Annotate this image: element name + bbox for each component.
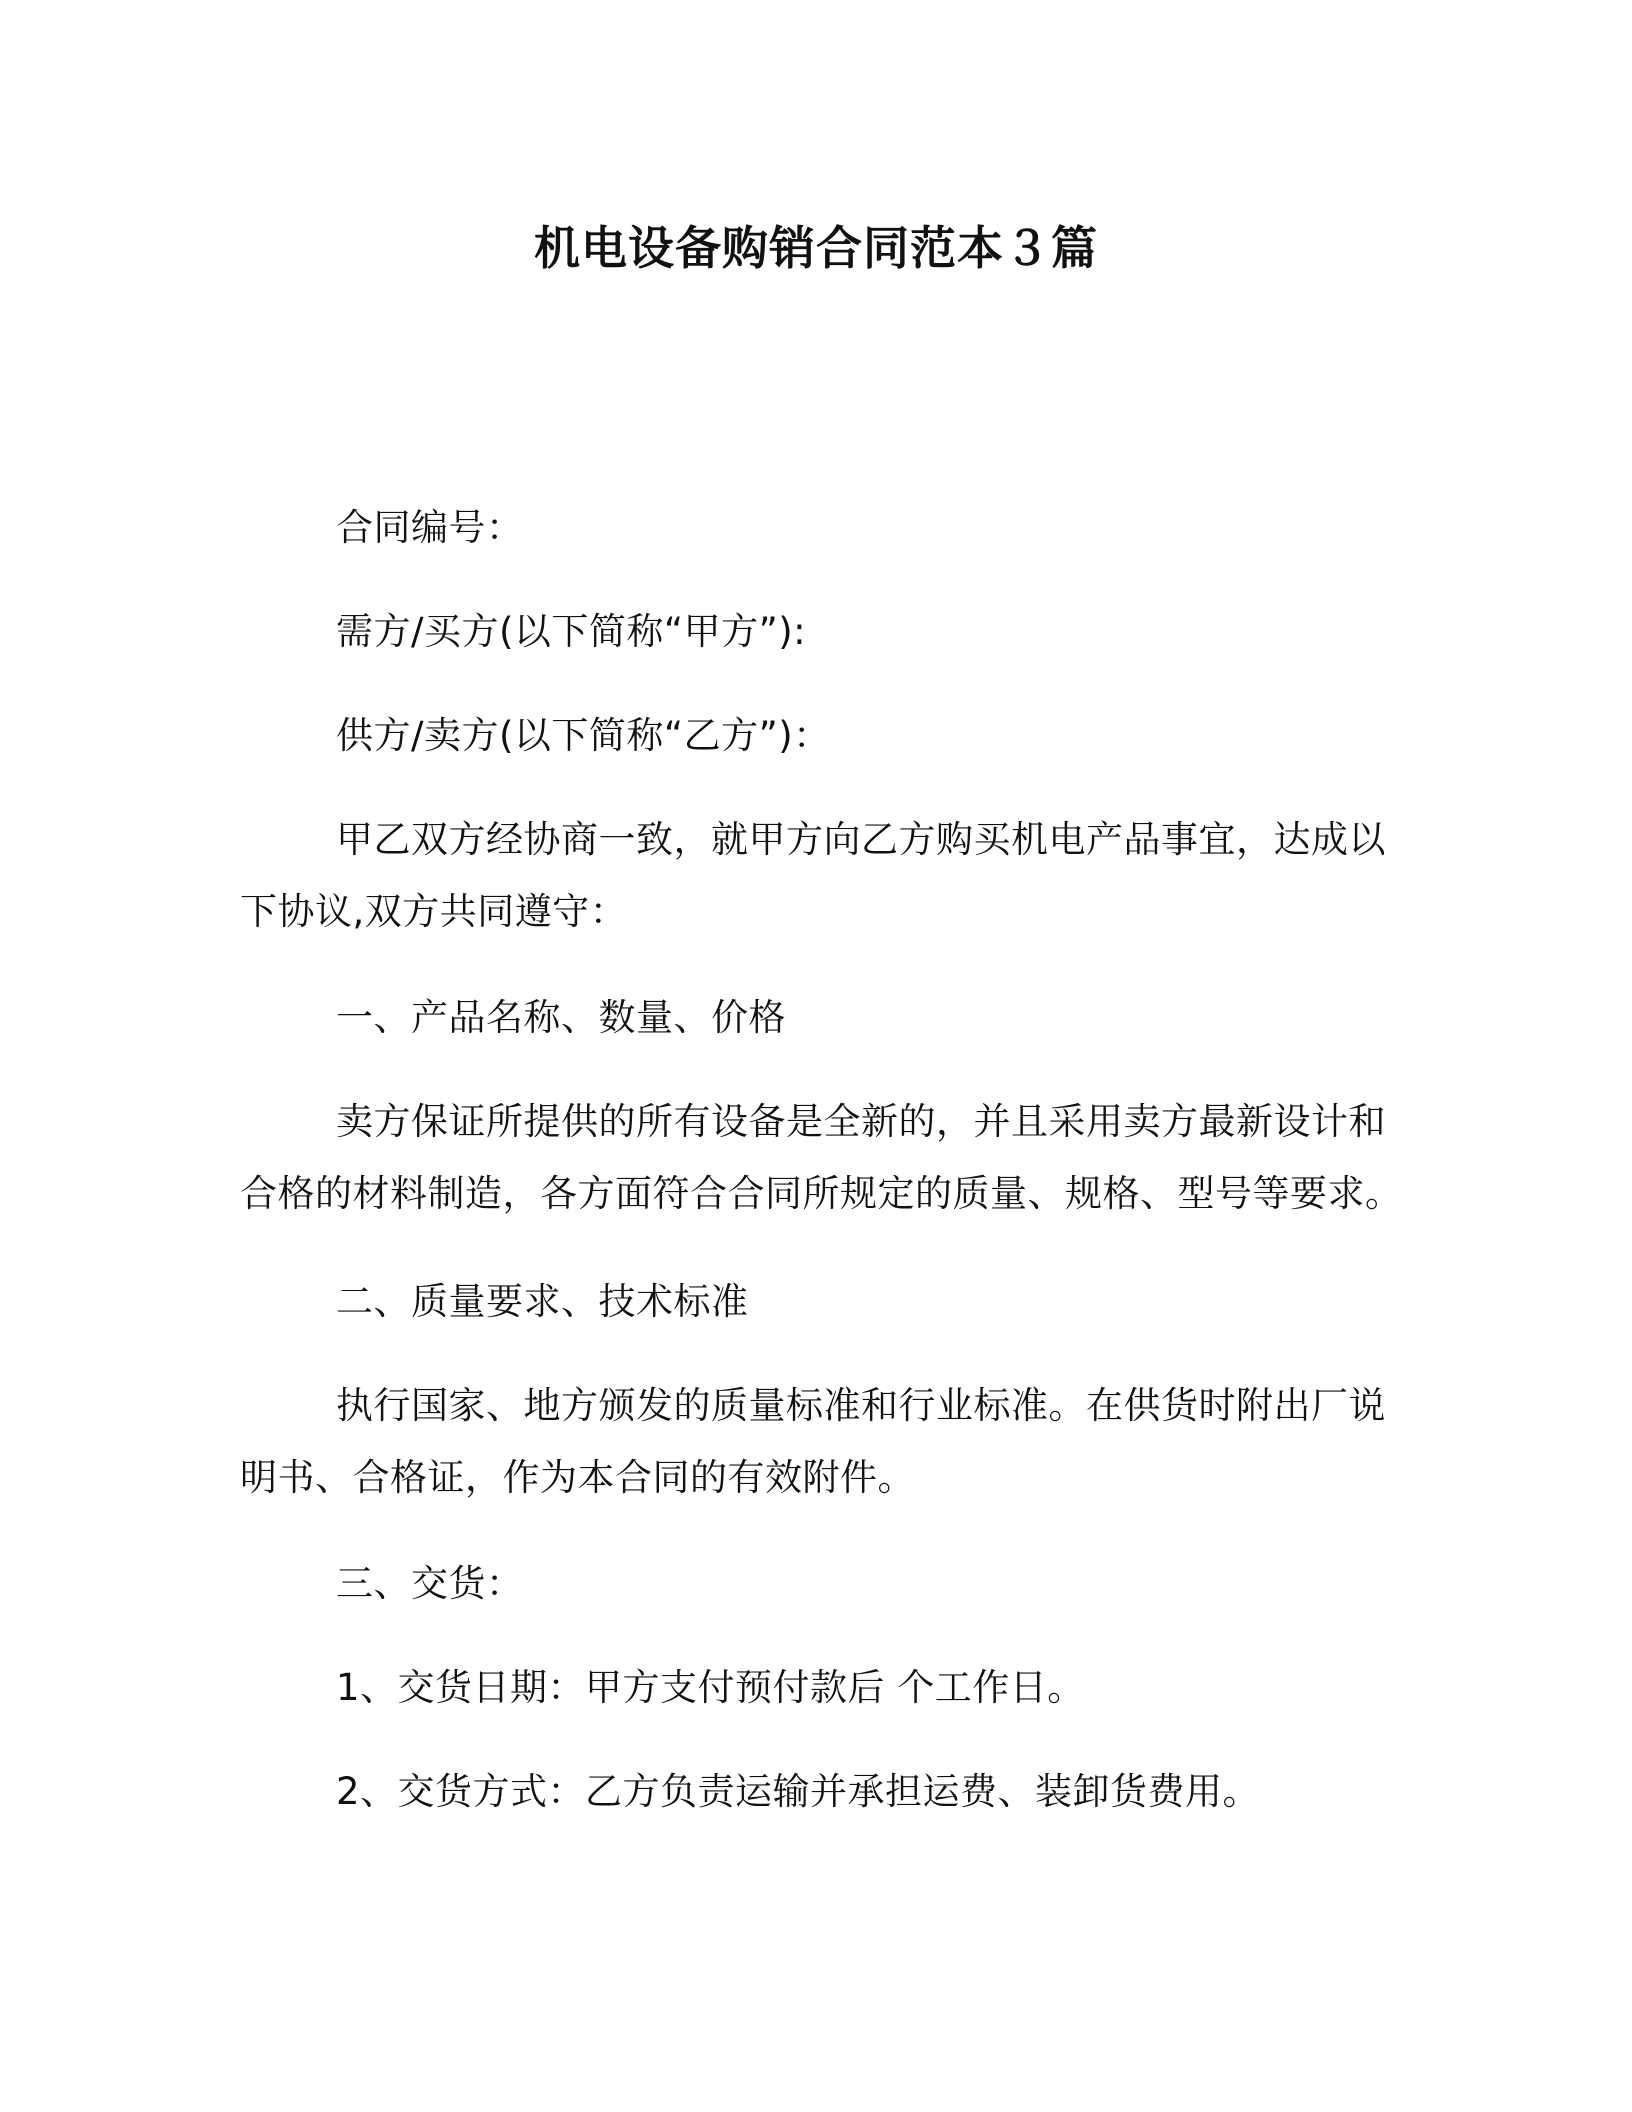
section-heading: 三、交货： bbox=[336, 1562, 524, 1605]
agreement-intro-paragraph bbox=[240, 804, 1390, 948]
delivery-method-line bbox=[336, 1756, 1436, 1828]
paragraph-line: 合同编号： bbox=[336, 506, 524, 549]
quality-standard-paragraph bbox=[240, 1370, 1390, 1514]
section-heading-3 bbox=[336, 1548, 1436, 1620]
section-heading-2 bbox=[336, 1266, 1436, 1338]
paragraph-line: 2、交货方式：乙方负责运输并承担运费、装卸货费用。 bbox=[336, 1770, 1261, 1813]
equipment-guarantee-paragraph bbox=[240, 1086, 1403, 1230]
paragraph-line: 下协议,双方共同遵守： bbox=[240, 890, 628, 933]
buyer-line bbox=[336, 596, 1436, 668]
paragraph-line: 供方/卖方(以下简称“乙方”)： bbox=[336, 714, 831, 757]
contract-number-line bbox=[336, 492, 1436, 564]
document-title: 机电设备购销合同范本３篇 bbox=[534, 221, 1098, 275]
paragraph-line: 甲乙双方经协商一致，就甲方向乙方购买机电产品事宜，达成以 bbox=[336, 818, 1386, 861]
paragraph-line: 合格的材料制造，各方面符合合同所规定的质量、规格、型号等要求。 bbox=[240, 1172, 1403, 1215]
paragraph-line: 需方/买方(以下简称“甲方”): bbox=[336, 610, 807, 653]
paragraph-line: 卖方保证所提供的所有设备是全新的，并且采用卖方最新设计和 bbox=[336, 1100, 1386, 1143]
paragraph-line: 执行国家、地方颁发的质量标准和行业标准。在供货时附出厂说 bbox=[336, 1384, 1386, 1427]
seller-line bbox=[336, 700, 1436, 772]
paragraph-line: 1、交货日期：甲方支付预付款后 个工作日。 bbox=[336, 1666, 1085, 1709]
section-heading-1 bbox=[336, 982, 1436, 1054]
section-heading: 二、质量要求、技术标准 bbox=[336, 1280, 749, 1323]
section-heading: 一、产品名称、数量、价格 bbox=[336, 996, 786, 1039]
paragraph-line: 明书、合格证，作为本合同的有效附件。 bbox=[240, 1456, 915, 1499]
delivery-date-line bbox=[336, 1652, 1436, 1724]
